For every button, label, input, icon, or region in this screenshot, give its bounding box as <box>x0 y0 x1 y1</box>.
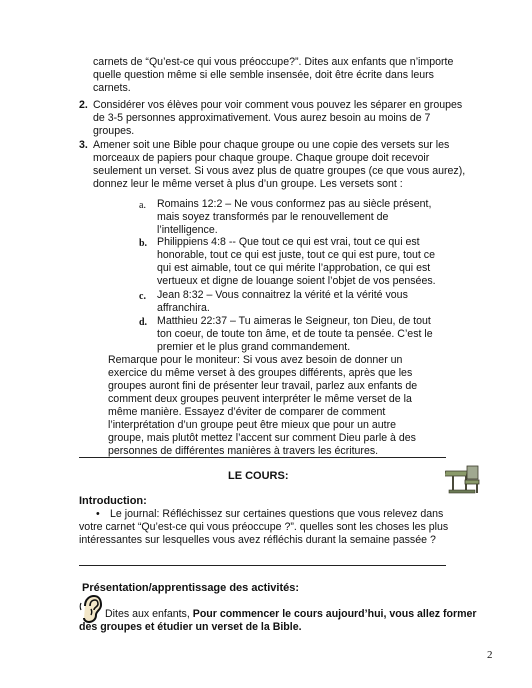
section-divider-1 <box>79 457 446 458</box>
item-2-text: Considérer vos élèves pour voir comment vous pouvez les séparer en groupes de 3-5 personnes approximativement. Vous aurez besoin au moins de 7 groupes. <box>93 99 463 137</box>
teacher-note: Remarque pour le moniteur: Si vous avez besoin de donner un exercice du même verset à des groupes différents, après que les groupes auront fini de présenter leur travail, parlez aux enfants de comment deux groupes peuvent interpréter le même verset de la même manière. Essayez d’éviter de comparer de comment l’interprétation d’un groupe peut être mieux que pour un autre groupe, mais plutôt mettez l’accent sur comment Dieu parle à des personnes de différentes manières à travers les écritures. <box>108 354 418 457</box>
verse-c-text: Jean 8:32 – Vous connaitrez la vérité et la vérité vous affranchira. <box>157 289 408 314</box>
item-3-text: Amener soit une Bible pour chaque groupe ou une copie des versets sur les morceaux de papiers pour chaque groupe. Chaque groupe doit recevoir seulement un verset. Si vous avez plus de quatre groupes (ce que vous aurez), donnez leur le même verset à plus d’un groupe. Les versets sont : <box>93 139 466 190</box>
journal-text: Le journal: Réfléchissez sur certaines questions que vous relevez dans votre carnet “Qu’est-ce qui vous préoccupe ?”. quelles sont les choses les plus intéressantes sur lesquelles vous avez réfléchis durant la semaine passée ? <box>79 508 449 546</box>
school-desk-icon <box>445 462 481 498</box>
activities-prefix: Dites aux enfants, <box>105 608 193 620</box>
section-divider-2 <box>79 565 446 566</box>
activities-text <box>79 608 489 634</box>
intro-continuation: carnets de “Qu’est-ce qui vous préoccupe?”. Dites aux enfants que n’importe quelle question même si elle semble insensée, doit être écrite dans leurs carnets. <box>93 56 454 94</box>
page-number: 2 <box>487 649 493 661</box>
verse-a-text: Romains 12:2 – Ne vous conformez pas au siècle présent, mais soyez transformés par le renouvellement de l’intelligence. <box>157 198 432 236</box>
verse-d-text: Matthieu 22:37 – Tu aimeras le Seigneur, ton Dieu, de tout ton coeur, de toute ton âme, et de toute ta pensée. C’est le premier et le plus grand commandement. <box>157 315 433 353</box>
activities-instruction: Pour commencer le cours aujourd’hui, vous allez former des groupes et étudier un verset de la Bible. <box>79 608 477 633</box>
verse-marker-a: a. <box>139 200 146 211</box>
item-number-2: 2. <box>79 99 88 111</box>
introduction-heading: Introduction: <box>79 495 147 507</box>
verse-b-text: Philippiens 4:8 -- Que tout ce qui est vrai, tout ce qui est honorable, tout ce qui est juste, tout ce qui est pure, tout ce qui est aimable, tout ce qui mérite l’approbation, ce qui est vertueux et digne de louange soient l’objet de vos pensées. <box>157 236 436 287</box>
activities-heading: Présentation/apprentissage des activités: <box>82 582 300 594</box>
journal-bullet: • <box>96 508 100 520</box>
lesson-heading: LE COURS: <box>228 470 289 482</box>
verse-marker-c: c. <box>139 291 146 302</box>
verse-marker-d: d. <box>139 317 148 328</box>
verse-marker-b: b. <box>139 238 148 249</box>
item-number-3: 3. <box>79 139 88 151</box>
